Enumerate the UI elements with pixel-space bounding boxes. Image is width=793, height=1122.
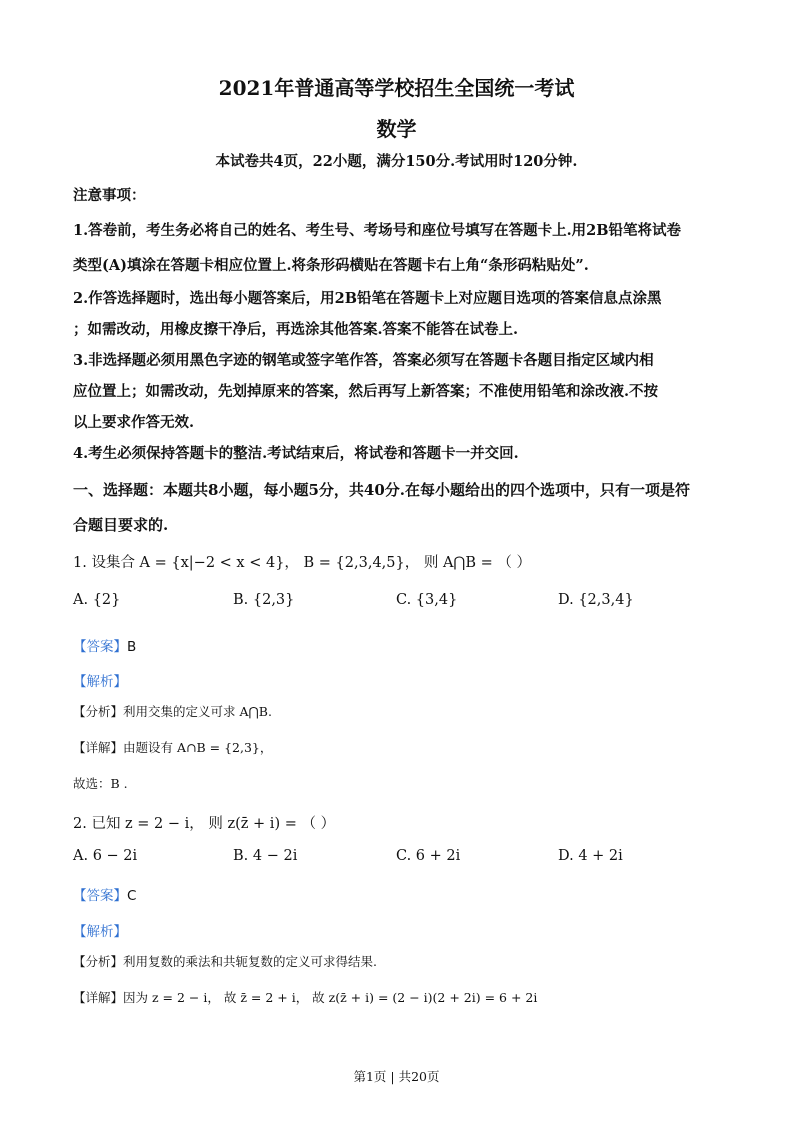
detail-tag: 【详解】: [73, 740, 124, 755]
page-footer: 第1页 | 共20页: [353, 1069, 440, 1084]
detail-text: 由题设有 A∩B = {2,3}，: [123, 740, 273, 755]
question-2-stem: 2. 已知 z = 2 − i， 则 z(z̄ + i) = （ ）: [73, 816, 336, 832]
q1-option-c: C. {3,4}: [396, 592, 458, 608]
detail-text: 因为 z = 2 − i， 故 z̄ = 2 + i， 故 z(z̄ + i) = (2 − i)(2 + 2i) = 6 + 2i: [123, 990, 538, 1005]
q1-option-a: A. {2}: [73, 592, 121, 608]
q1-option-d: D. {2,3,4}: [558, 592, 634, 608]
notice-line: 4.考生必须保持答题卡的整洁.考试结束后，将试卷和答题卡一并交回.: [73, 445, 519, 462]
exam-meta: 本试卷共4页，22小题，满分150分.考试用时120分钟.: [215, 153, 578, 170]
notice-line: 2.作答选择题时，选出每小题答案后，用2B铅笔在答题卡上对应题目选项的答案信息点涂黑: [73, 290, 662, 307]
notice-line: 类型(A)填涂在答题卡相应位置上.将条形码横贴在答题卡右上角“条形码粘贴处”.: [73, 257, 589, 274]
fenxi-text: 利用复数的乘法和共轭复数的定义可求得结果.: [123, 954, 377, 969]
answer-value: B: [127, 639, 137, 655]
notice-line: 以上要求作答无效.: [73, 414, 195, 431]
fenxi-tag: 【分析】: [73, 704, 124, 719]
q2-fenxi: [73, 952, 377, 970]
fenxi-text: 利用交集的定义可求 A⋂B.: [123, 704, 272, 719]
question-1-stem: 1. 设集合 A = {x|−2 < x < 4}， B = {2,3,4,5}， 则 A⋂B = （ ）: [73, 555, 531, 571]
q2-analysis: [73, 920, 127, 940]
q1-option-b: B. {2,3}: [233, 592, 295, 608]
answer-value: C: [127, 888, 137, 904]
q2-option-c: C. 6 + 2i: [396, 848, 461, 864]
q2-detail: [73, 988, 537, 1006]
analysis-tag: 【解析】: [73, 674, 127, 690]
section-heading: 一、选择题：本题共8小题，每小题5分，共40分.在每小题给出的四个选项中，只有一项是符: [73, 481, 690, 499]
notice-line: 应位置上；如需改动，先划掉原来的答案，然后再写上新答案；不准使用铅笔和涂改液.不按: [73, 383, 659, 400]
notice-line: ；如需改动，用橡皮擦干净后，再选涂其他答案.答案不能答在试卷上.: [73, 321, 519, 338]
q1-answer: [73, 635, 136, 655]
analysis-tag: 【解析】: [73, 924, 127, 940]
q1-conclusion: 故选：B .: [73, 776, 128, 791]
q2-option-a: A. 6 − 2i: [73, 848, 138, 864]
notice-line: 3.非选择题必须用黑色字迹的钢笔或签字笔作答，答案必须写在答题卡各题目指定区域内相: [73, 352, 654, 369]
section-heading: 合题目要求的.: [73, 516, 169, 534]
detail-tag: 【详解】: [73, 990, 124, 1005]
exam-subject: 数学: [376, 117, 417, 141]
exam-title: 2021年普通高等学校招生全国统一考试: [218, 76, 575, 100]
q2-answer: [73, 884, 136, 904]
q2-option-d: D. 4 + 2i: [558, 848, 623, 864]
q1-detail: [73, 738, 272, 756]
answer-tag: 【答案】: [73, 888, 127, 904]
q2-option-b: B. 4 − 2i: [233, 848, 298, 864]
fenxi-tag: 【分析】: [73, 954, 124, 969]
notice-heading: 注意事项：: [73, 187, 146, 204]
q1-fenxi: [73, 702, 272, 720]
answer-tag: 【答案】: [73, 639, 127, 655]
q1-analysis: [73, 670, 127, 690]
notice-line: 1.答卷前，考生务必将自己的姓名、考生号、考场号和座位号填写在答题卡上.用2B铅笔将试卷: [73, 222, 682, 239]
